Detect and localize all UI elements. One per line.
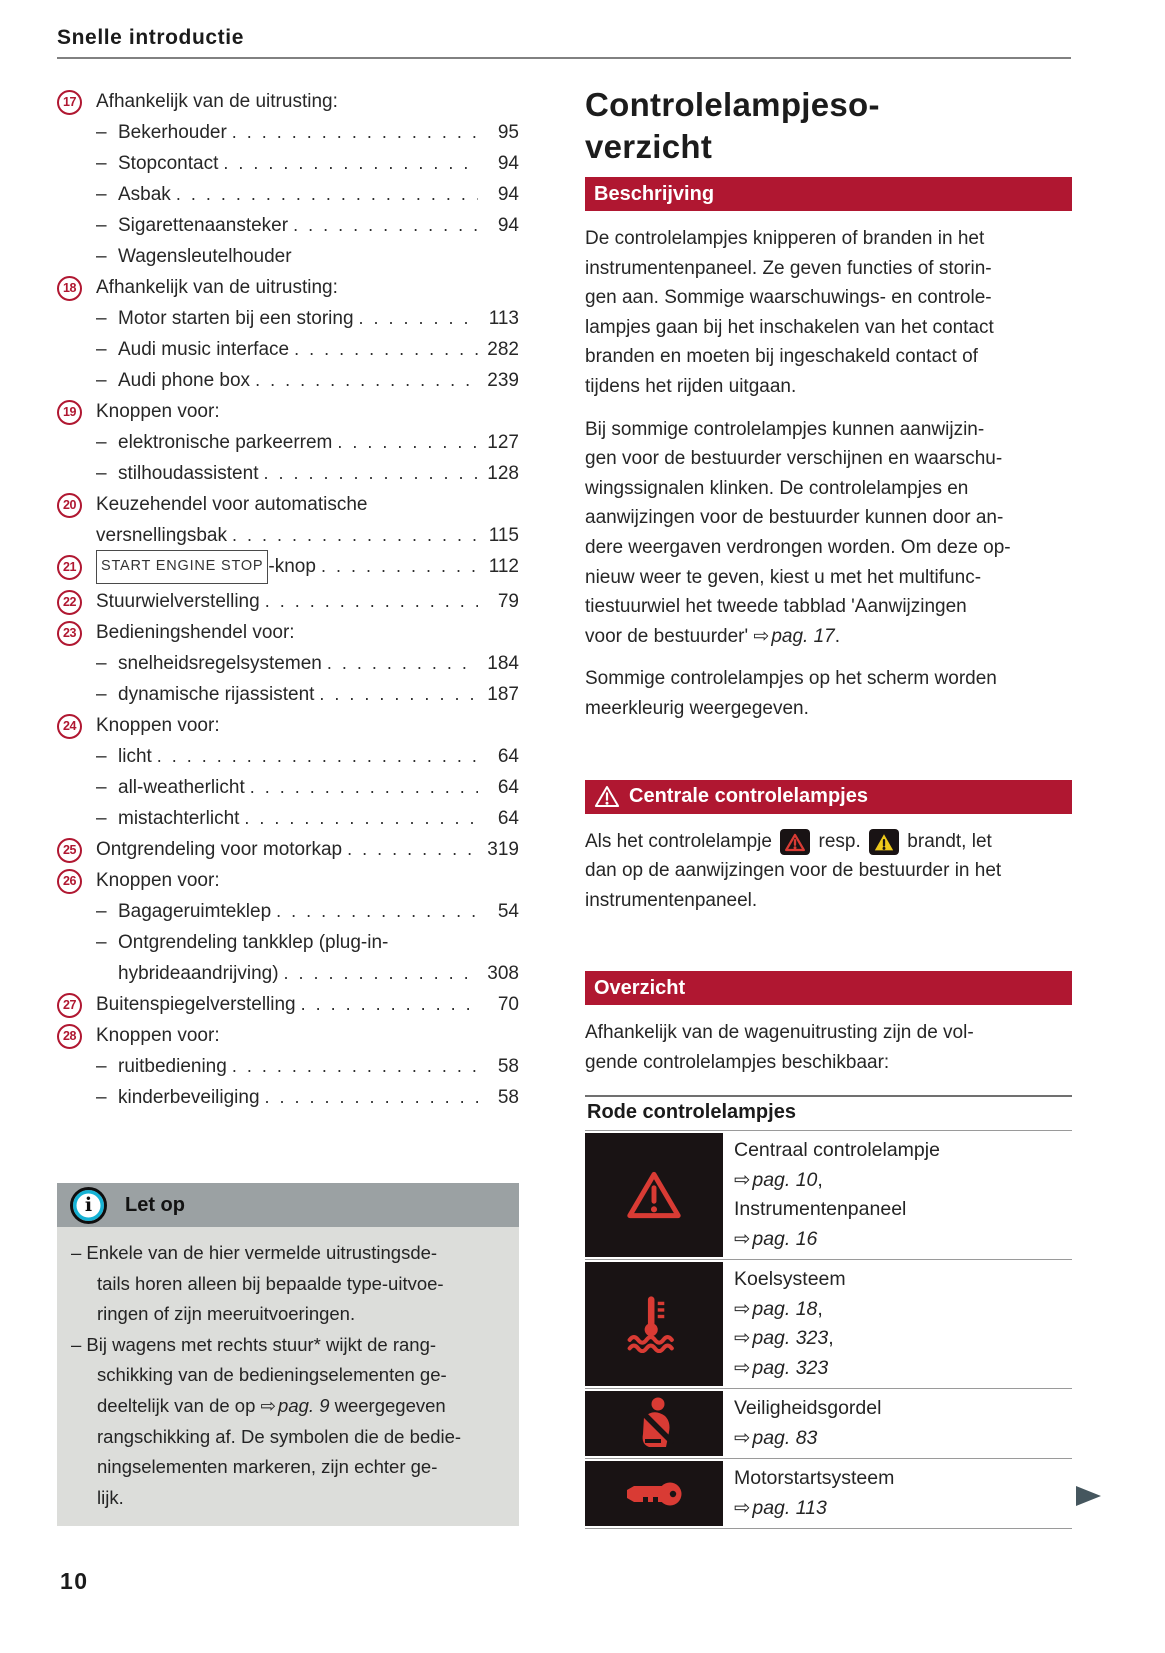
index-row bbox=[57, 648, 519, 679]
list-dash: – bbox=[96, 777, 107, 798]
dot-leader bbox=[294, 334, 478, 365]
item-number-badge: 20 bbox=[57, 493, 82, 518]
dot-leader bbox=[347, 834, 478, 865]
index-entry-label: Bekerhouder bbox=[118, 122, 227, 143]
list-dash: – bbox=[96, 215, 107, 236]
index-page-number: 128 bbox=[487, 463, 519, 484]
index-page-number: 94 bbox=[497, 153, 519, 174]
index-entry-label: dynamische rijassistent bbox=[118, 684, 315, 705]
section-bar bbox=[585, 177, 1072, 211]
index-entry-label: Knoppen voor: bbox=[96, 870, 220, 891]
list-dash: – bbox=[96, 370, 107, 391]
index-page-number: 58 bbox=[497, 1087, 519, 1108]
engine-start-key-icon bbox=[623, 1476, 685, 1512]
index-entry-label: -knop bbox=[268, 556, 316, 577]
index-row bbox=[57, 710, 519, 741]
dot-leader bbox=[176, 179, 478, 210]
index-entry-label: Knoppen voor: bbox=[96, 715, 220, 736]
list-dash: – bbox=[96, 339, 107, 360]
index-row bbox=[57, 365, 519, 396]
arrow-right-icon: ⇨ bbox=[753, 625, 770, 647]
warning-light-icon-cell bbox=[585, 1391, 723, 1456]
index-row bbox=[57, 396, 519, 427]
warning-light-icon-cell bbox=[585, 1461, 723, 1526]
index-page-number: 64 bbox=[497, 746, 519, 767]
index-entry-label: ruitbediening bbox=[118, 1056, 227, 1077]
warning-light-description: Koelsysteem ⇨ pag. 18, ⇨ pag. 323, ⇨ pag. 323 bbox=[734, 1268, 846, 1379]
paragraph: Sommige controlelampjes op het scherm worden meerkleurig weergegeven. bbox=[585, 668, 997, 719]
index-entry-label: Motor starten bij een storing bbox=[118, 308, 354, 329]
index-page-number: 282 bbox=[487, 339, 519, 360]
index-page-number: 239 bbox=[487, 370, 519, 391]
warning-triangle-icon bbox=[625, 1169, 683, 1221]
list-dash: – bbox=[96, 746, 107, 767]
index-entry-label: all-weatherlicht bbox=[118, 777, 245, 798]
dot-leader bbox=[255, 365, 478, 396]
index-entry-label: Afhankelijk van de uitrusting: bbox=[96, 277, 338, 298]
index-page-number: 54 bbox=[497, 901, 519, 922]
index-row bbox=[57, 1020, 519, 1051]
index-row bbox=[57, 303, 519, 334]
index-page-number: 127 bbox=[487, 432, 519, 453]
paragraph: Bij sommige controlelampjes kunnen aanwijzin- gen voor de bestuurder verschijnen en waarschu- wingssignalen klinken. De controlelampjes en aanwijzingen voor de bestuurder kunnen door an- dere weergaven verdrongen worden. Om deze op- nieuw weer te geven, kiest u met het multifunc- tiestuurwiel het tweede tabblad 'Aanwijzingen voor de bestuurder' ⇨ pag. 17. bbox=[585, 418, 1011, 647]
index-row bbox=[57, 803, 519, 834]
section-bar bbox=[585, 971, 1072, 1005]
list-dash: – bbox=[96, 1056, 107, 1077]
dot-leader bbox=[223, 148, 478, 179]
index-entry-label: licht bbox=[118, 746, 152, 767]
index-row bbox=[57, 1082, 519, 1113]
index-entry-label: Sigarettenaansteker bbox=[118, 215, 289, 236]
note-text-line: schikking van de bedieningselementen ge- bbox=[97, 1364, 447, 1386]
section-header: Snelle introductie bbox=[57, 26, 244, 49]
section-bar-label: Overzicht bbox=[594, 976, 686, 999]
arrow-right-icon: ⇨ bbox=[734, 1227, 751, 1250]
list-dash: – bbox=[96, 153, 107, 174]
start-engine-stop-button-label: START ENGINE STOP bbox=[96, 550, 268, 584]
page-reference: ⇨ pag. 323 bbox=[734, 1327, 829, 1350]
page-reference: ⇨ pag. 323 bbox=[734, 1356, 829, 1379]
dot-leader bbox=[232, 117, 478, 148]
page-reference: ⇨ pag. 16 bbox=[734, 1227, 818, 1250]
index-row bbox=[57, 834, 519, 865]
index-entry-label: Asbak bbox=[118, 184, 171, 205]
list-dash: – bbox=[96, 184, 107, 205]
item-number-badge: 18 bbox=[57, 276, 82, 301]
dot-leader bbox=[337, 427, 478, 458]
item-number-badge: 19 bbox=[57, 400, 82, 425]
section-bar-label: Beschrijving bbox=[594, 182, 715, 205]
warning-light-row bbox=[585, 1131, 1072, 1260]
index-page-number: 112 bbox=[488, 556, 519, 577]
index-page-number: 113 bbox=[488, 308, 519, 329]
header-rule bbox=[57, 57, 1071, 59]
index-entry-label: Keuzehendel voor automatische bbox=[96, 494, 368, 515]
arrow-right-icon: ⇨ bbox=[260, 1394, 277, 1416]
item-number-badge: 27 bbox=[57, 993, 82, 1018]
section-bar bbox=[585, 780, 1072, 814]
dot-leader bbox=[293, 210, 478, 241]
index-row bbox=[57, 741, 519, 772]
note-body bbox=[57, 1227, 519, 1526]
note-text-line: tails horen alleen bij bepaalde type-uitvoe- bbox=[97, 1272, 444, 1294]
dot-leader bbox=[263, 458, 478, 489]
index-page-number: 319 bbox=[487, 839, 519, 860]
arrow-right-icon: ⇨ bbox=[734, 1327, 751, 1350]
index-row bbox=[57, 896, 519, 927]
index-page-number: 308 bbox=[487, 963, 519, 984]
index-row bbox=[57, 865, 519, 896]
list-dash: – bbox=[96, 684, 107, 705]
list-dash: – bbox=[96, 463, 107, 484]
index-entry-label: Ontgrendeling voor motorkap bbox=[96, 839, 343, 860]
page-reference: ⇨ pag. 18 bbox=[734, 1297, 818, 1320]
item-number-badge: 25 bbox=[57, 838, 82, 863]
note-text-line: lijk. bbox=[97, 1486, 124, 1508]
dot-leader bbox=[157, 741, 478, 772]
paragraph: Als het controlelampje resp. brandt, let dan op de aanwijzingen voor de bestuurder in het instrumentenpaneel. bbox=[585, 830, 1002, 911]
index-row bbox=[57, 617, 519, 648]
index-entry-label: Afhankelijk van de uitrusting: bbox=[96, 91, 338, 112]
note-text-line: – Enkele van de hier vermelde uitrustingsde- bbox=[71, 1242, 438, 1263]
list-dash: – bbox=[96, 653, 107, 674]
index-row bbox=[57, 772, 519, 803]
index-page-number: 94 bbox=[497, 184, 519, 205]
index-entry-label: Buitenspiegelverstelling bbox=[96, 994, 296, 1015]
dot-leader bbox=[232, 1051, 478, 1082]
index-row bbox=[57, 679, 519, 710]
warning-light-description: Motorstartsysteem ⇨ pag. 113 bbox=[734, 1467, 895, 1519]
page-reference: ⇨ pag. 9 bbox=[260, 1394, 330, 1416]
index-row bbox=[57, 427, 519, 458]
dot-leader bbox=[284, 958, 478, 989]
item-number-badge: 26 bbox=[57, 869, 82, 894]
dot-leader bbox=[250, 772, 478, 803]
continuation-arrow-icon bbox=[1076, 1486, 1101, 1506]
list-dash: – bbox=[96, 1087, 107, 1108]
index-page-number: 187 bbox=[487, 684, 519, 705]
page-number: 10 bbox=[60, 1568, 89, 1594]
list-dash: – bbox=[96, 932, 107, 953]
warning-light-icon-cell bbox=[585, 1262, 723, 1386]
red-warning-lights-table bbox=[585, 1095, 1072, 1529]
index-row bbox=[57, 958, 519, 989]
index-entry-label: Audi phone box bbox=[118, 370, 251, 391]
list-dash: – bbox=[96, 432, 107, 453]
quick-intro-index bbox=[57, 86, 519, 1113]
central-warning-light-yellow-icon bbox=[869, 829, 899, 855]
index-entry-label: elektronische parkeerrem bbox=[118, 432, 333, 453]
index-page-number: 95 bbox=[497, 122, 519, 143]
page-reference: ⇨ pag. 17 bbox=[753, 625, 835, 647]
chapter-title: Controlelampjeso- verzicht bbox=[585, 86, 880, 165]
arrow-right-icon: ⇨ bbox=[734, 1496, 751, 1519]
page-reference: ⇨ pag. 113 bbox=[734, 1496, 827, 1519]
index-page-number: 115 bbox=[488, 525, 519, 546]
index-row bbox=[57, 586, 519, 617]
dot-leader bbox=[301, 989, 478, 1020]
note-header bbox=[57, 1183, 519, 1227]
dot-leader bbox=[327, 648, 478, 679]
index-row bbox=[57, 148, 519, 179]
index-entry-label: snelheidsregelsystemen bbox=[118, 653, 322, 674]
index-row bbox=[57, 520, 519, 551]
note-box bbox=[57, 1183, 519, 1526]
list-dash: – bbox=[96, 246, 107, 267]
index-row bbox=[57, 179, 519, 210]
index-entry-label: Knoppen voor: bbox=[96, 1025, 220, 1046]
index-row bbox=[57, 458, 519, 489]
index-row bbox=[57, 210, 519, 241]
section-bar-label: Centrale controlelampjes bbox=[629, 785, 868, 807]
page-reference: ⇨ pag. 83 bbox=[734, 1426, 818, 1449]
index-entry-label: versnellingsbak bbox=[96, 525, 227, 546]
warning-light-row bbox=[585, 1260, 1072, 1389]
index-entry-label: Knoppen voor: bbox=[96, 401, 220, 422]
index-row bbox=[57, 334, 519, 365]
dot-leader bbox=[232, 520, 478, 551]
item-number-badge: 24 bbox=[57, 714, 82, 739]
warning-triangle-icon bbox=[594, 785, 620, 808]
index-entry-label: Wagensleutelhouder bbox=[118, 246, 292, 267]
index-row bbox=[57, 1051, 519, 1082]
warning-light-description: Veiligheidsgordel ⇨ pag. 83 bbox=[734, 1397, 882, 1449]
warning-light-icon-cell bbox=[585, 1133, 723, 1257]
dot-leader bbox=[321, 551, 478, 582]
arrow-right-icon: ⇨ bbox=[734, 1297, 751, 1320]
paragraph: De controlelampjes knipperen of branden in het instrumentenpaneel. Ze geven functies of storin- gen aan. Sommige waarschuwings- en controle- lampjes gaan bij het inschakelen van het contact branden en moeten bij ingeschakeld contact of tijdens het rijden uitgaan. bbox=[585, 228, 994, 397]
arrow-right-icon: ⇨ bbox=[734, 1426, 751, 1449]
dot-leader bbox=[244, 803, 478, 834]
index-entry-label: Bagageruimteklep bbox=[118, 901, 272, 922]
dot-leader bbox=[265, 586, 478, 617]
index-entry-label: kinderbeveiliging bbox=[118, 1087, 260, 1108]
index-entry-label: stilhoudassistent bbox=[118, 463, 259, 484]
list-dash: – bbox=[96, 808, 107, 829]
dot-leader bbox=[359, 303, 478, 334]
index-entry-label: Bedieningshendel voor: bbox=[96, 622, 295, 643]
list-dash: – bbox=[96, 901, 107, 922]
item-number-badge: 23 bbox=[57, 621, 82, 646]
index-page-number: 64 bbox=[497, 777, 519, 798]
note-text-line: – Bij wagens met rechts stuur* wijkt de rang- bbox=[71, 1333, 437, 1355]
dot-leader bbox=[319, 679, 478, 710]
warning-light-row bbox=[585, 1459, 1072, 1529]
index-page-number: 79 bbox=[497, 591, 519, 612]
central-warning-light-red-icon bbox=[780, 829, 810, 855]
note-text-line: deeltelijk van de op ⇨ pag. 9 weergegeven bbox=[97, 1394, 446, 1416]
index-row bbox=[57, 927, 519, 958]
index-page-number: 184 bbox=[487, 653, 519, 674]
index-page-number: 70 bbox=[497, 994, 519, 1015]
item-number-badge: 17 bbox=[57, 90, 82, 115]
index-row bbox=[57, 117, 519, 148]
table-header: Rode controlelampjes bbox=[585, 1097, 1072, 1131]
note-text-line: ringen of zijn meeruitvoeringen. bbox=[97, 1303, 356, 1325]
dot-leader bbox=[276, 896, 478, 927]
coolant-temperature-icon bbox=[624, 1295, 684, 1353]
paragraph: Afhankelijk van de wagenuitrusting zijn de vol- gende controlelampjes beschikbaar: bbox=[585, 1022, 974, 1073]
page-reference: ⇨ pag. 10 bbox=[734, 1168, 818, 1191]
item-number-badge: 22 bbox=[57, 590, 82, 615]
index-row bbox=[57, 86, 519, 117]
item-number-badge: 21 bbox=[57, 555, 82, 580]
index-entry-label: mistachterlicht bbox=[118, 808, 240, 829]
note-text-line: rangschikking af. De symbolen die de bedie- bbox=[97, 1425, 462, 1447]
warning-lights-column bbox=[585, 84, 1072, 1529]
note-text-line: ningselementen markeren, zijn echter ge- bbox=[97, 1456, 438, 1478]
index-row bbox=[57, 551, 519, 586]
index-entry-label: Stuurwielverstelling bbox=[96, 591, 260, 612]
index-page-number: 94 bbox=[497, 215, 519, 236]
index-entry-label: Stopcontact bbox=[118, 153, 219, 174]
index-row bbox=[57, 489, 519, 520]
item-number-badge: 28 bbox=[57, 1024, 82, 1049]
index-row bbox=[57, 241, 519, 272]
index-row bbox=[57, 989, 519, 1020]
warning-light-row bbox=[585, 1389, 1072, 1459]
warning-light-description: Centraal controlelampje ⇨ pag. 10, Instrumentenpaneel ⇨ pag. 16 bbox=[734, 1139, 940, 1250]
arrow-right-icon: ⇨ bbox=[734, 1356, 751, 1379]
note-title: Let op bbox=[125, 1193, 185, 1216]
info-icon: i bbox=[70, 1187, 107, 1224]
list-dash: – bbox=[96, 122, 107, 143]
seatbelt-icon bbox=[631, 1396, 678, 1451]
index-page-number: 58 bbox=[497, 1056, 519, 1077]
arrow-right-icon: ⇨ bbox=[734, 1168, 751, 1191]
index-entry-label: hybrideaandrijving) bbox=[118, 963, 279, 984]
index-entry-label: Audi music interface bbox=[118, 339, 290, 360]
list-dash: – bbox=[96, 308, 107, 329]
index-entry-label: Ontgrendeling tankklep (plug-in- bbox=[118, 932, 389, 953]
index-row bbox=[57, 272, 519, 303]
index-page-number: 64 bbox=[497, 808, 519, 829]
dot-leader bbox=[265, 1082, 478, 1113]
